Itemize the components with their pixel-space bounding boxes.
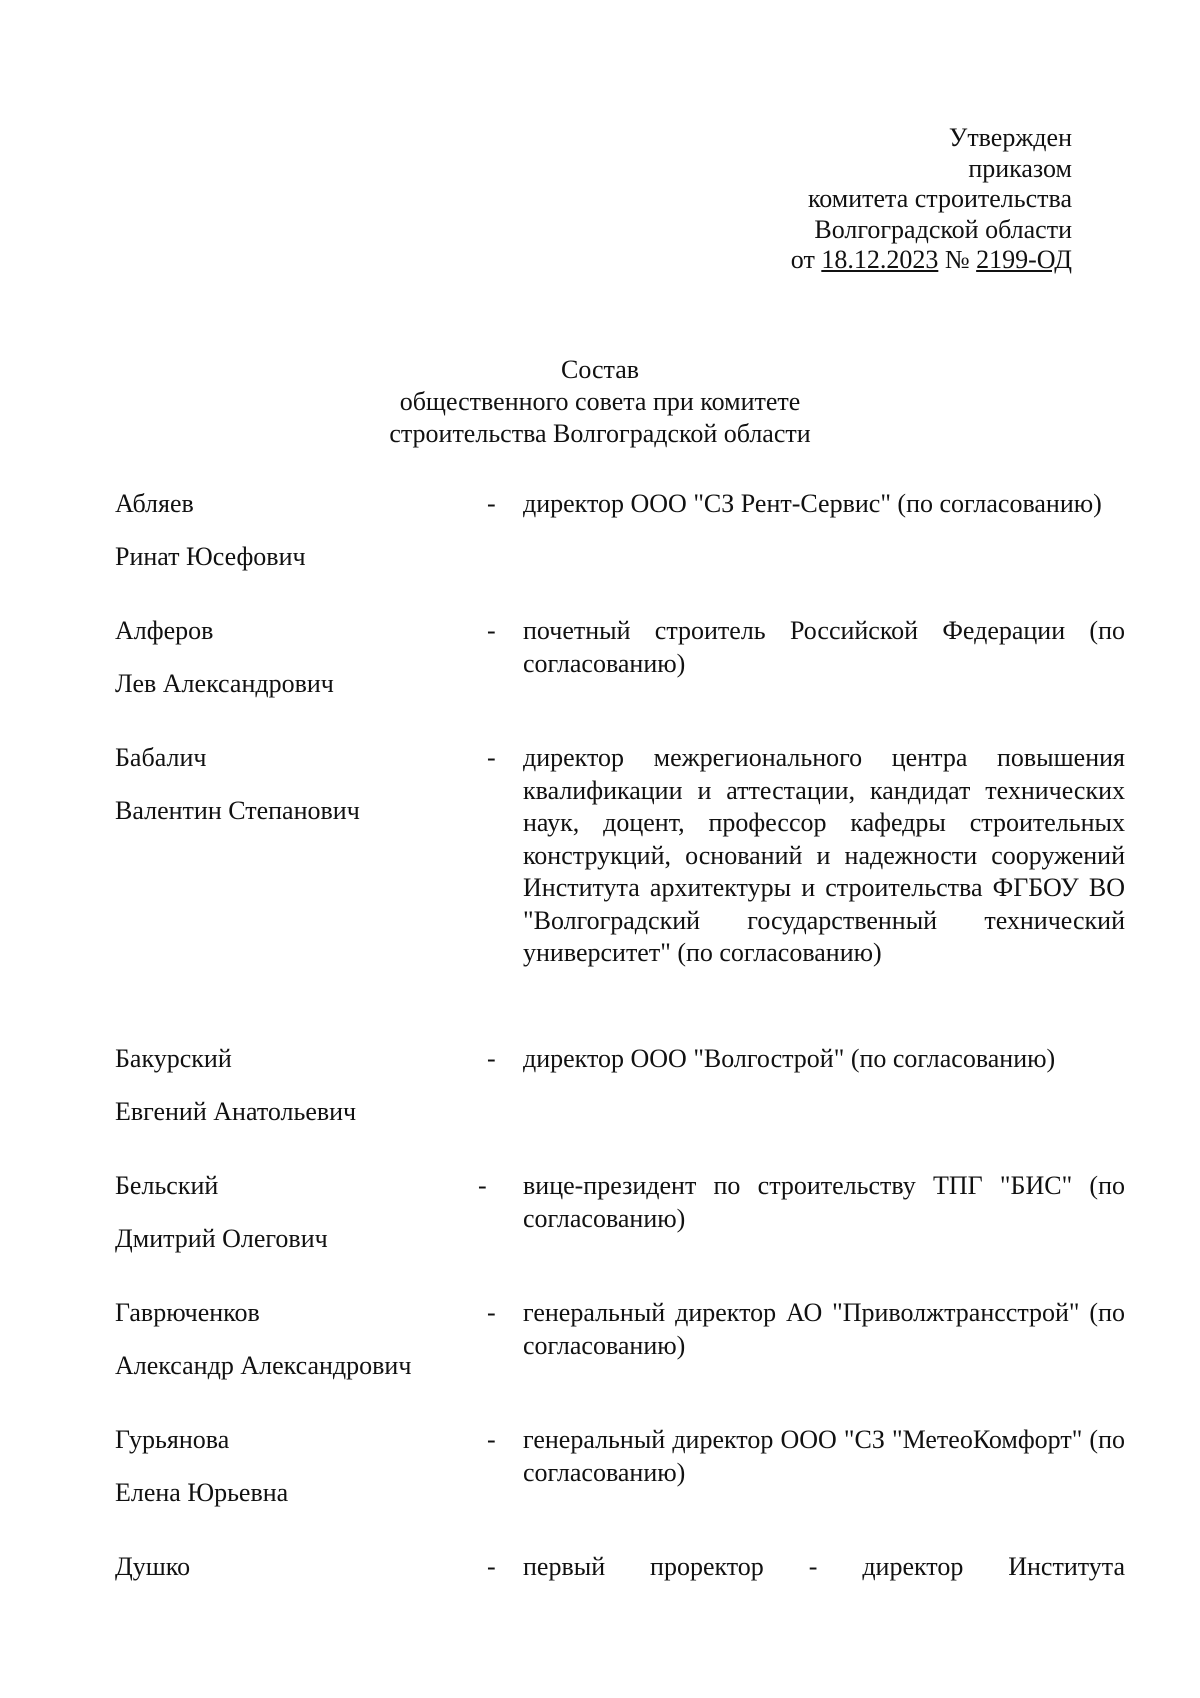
member-dash: -	[487, 489, 496, 518]
member-entry	[0, 1170, 1200, 1300]
approval-line: приказом	[968, 153, 1072, 183]
member-dash: -	[487, 743, 496, 772]
member-dash: -	[487, 1044, 496, 1073]
member-surname: Бакурский	[115, 1044, 232, 1073]
member-position: первый проректор - директор Института	[523, 1552, 1125, 1581]
order-date: 18.12.2023	[821, 245, 939, 274]
approval-line: комитета строительства	[807, 184, 1072, 213]
member-surname: Абляев	[115, 489, 194, 518]
member-entry	[0, 1424, 1200, 1554]
member-given-names: Дмитрий Олегович	[115, 1224, 328, 1253]
member-entry	[0, 742, 1200, 967]
member-position: директор ООО "Волгострой" (по согласованию)	[523, 1044, 1056, 1073]
member-dash: -	[487, 1298, 496, 1327]
member-position: генеральный директор ООО "СЗ "МетеоКомфорт" (по согласованию)	[523, 1425, 1125, 1487]
member-position: директор ООО "СЗ Рент-Сервис" (по согласованию)	[523, 489, 1102, 518]
member-given-names: Евгений Анатольевич	[115, 1097, 357, 1126]
title-line: общественного совета при комитете	[399, 387, 801, 416]
member-surname: Гурьянова	[115, 1425, 230, 1454]
member-position: вице-президент по строительству ТПГ "БИС" (по согласованию)	[523, 1171, 1125, 1233]
title-line: Состав	[560, 355, 640, 384]
approval-line: Утвержден	[948, 123, 1072, 152]
member-position: генеральный директор АО "Приволжтрансстрой" (по согласованию)	[523, 1298, 1125, 1360]
member-given-names: Лев Александрович	[115, 669, 334, 698]
member-dash: -	[487, 1552, 496, 1581]
member-entry	[0, 615, 1200, 745]
member-entry	[0, 1551, 1200, 1591]
member-given-names: Елена Юрьевна	[115, 1478, 289, 1507]
member-surname: Бабалич	[115, 743, 207, 772]
member-dash: -	[487, 616, 496, 645]
member-dash: -	[487, 1425, 496, 1454]
member-given-names: Валентин Степанович	[115, 796, 360, 825]
member-surname: Душко	[115, 1552, 191, 1581]
member-given-names: Александр Александрович	[115, 1351, 412, 1380]
approval-block	[791, 123, 1072, 276]
member-surname: Гаврюченков	[115, 1298, 260, 1327]
approval-line: Волгоградской области	[814, 214, 1072, 244]
member-given-names: Ринат Юсефович	[115, 542, 306, 571]
member-dash: -	[478, 1171, 487, 1200]
date-prefix: от	[790, 245, 815, 274]
member-surname: Бельский	[115, 1171, 219, 1200]
order-number: 2199-ОД	[976, 245, 1072, 274]
member-entry	[0, 488, 1200, 618]
member-entry	[0, 1297, 1200, 1427]
member-surname: Алферов	[115, 616, 214, 645]
member-position: почетный строитель Российской Федерации (по согласованию)	[523, 616, 1125, 678]
approval-date-line	[791, 245, 1072, 276]
title-line: строительства Волгоградской области	[389, 419, 811, 448]
number-sign: №	[944, 245, 970, 274]
document-title	[300, 354, 900, 450]
member-position: директор межрегионального центра повышения квалификации и аттестации, кандидат технических наук, доцент, профессор кафедры строительных конструкций, оснований и надежности сооружений Института архитектуры и строительства ФГБОУ ВО "Волгоградский государственный технический университет" (по согласованию)	[523, 743, 1125, 967]
member-entry	[0, 1043, 1200, 1173]
